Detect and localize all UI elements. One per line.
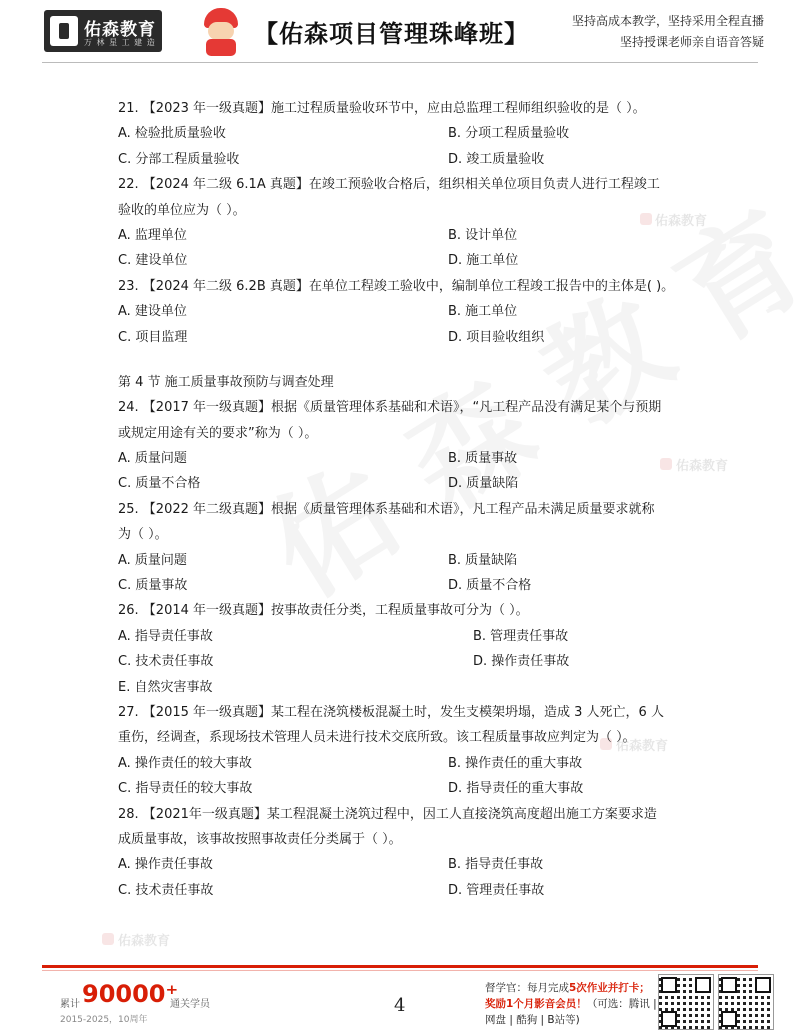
option-a: A. 质量问题 — [118, 552, 187, 568]
option-c: C. 质量事故 — [118, 578, 188, 594]
question-text-line-1: 24. 【2017 年一级真题】根据《质量管理体系基础和术语》，“凡工程产品没有满足某个与预期 — [118, 400, 662, 416]
watermark-small: 佑森教育 — [616, 739, 669, 754]
option-c: C. 建设单位 — [118, 253, 188, 269]
logo-mark-icon — [50, 16, 78, 46]
option-d: D. 施工单位 — [448, 253, 519, 269]
footer-note-highlight: 5次作业并打卡； — [569, 982, 650, 994]
qr-code-icon — [658, 974, 714, 1030]
students-prefix: 累计 — [60, 999, 80, 1010]
option-b: B. 质量事故 — [448, 451, 518, 467]
slogan-line-2: 坚持授课老师亲自语音答疑 — [619, 35, 764, 49]
header-divider — [42, 62, 758, 63]
question-25 — [118, 497, 688, 599]
students-suffix: 通关学员 — [170, 999, 210, 1010]
students-count: 90000⁺ — [82, 980, 179, 1008]
question-text: 21. 【2023 年一级真题】施工过程质量验收环节中，应由总监理工程师组织验收的是（ ）。 — [118, 101, 646, 116]
footer-note-text: （可选：腾讯 | — [586, 998, 657, 1010]
question-text: 26. 【2014 年一级真题】按事故责任分类，工程质量事故可分为（ ）。 — [118, 603, 529, 619]
question-text-line-1: 22. 【2024 年二级 6.1A 真题】在竣工预验收合格后，组织相关单位项目负责人进行工程竣工 — [118, 177, 660, 193]
question-text-line-2: 验收的单位应为（ ）。 — [118, 202, 246, 218]
option-d: D. 管理责任事故 — [448, 882, 545, 898]
option-d: D. 操作责任事故 — [473, 654, 570, 670]
footer-note-line-3: 网盘 | 酷狗 | B站等) — [485, 1014, 580, 1026]
option-d: D. 项目验收组织 — [448, 329, 545, 345]
option-d: D. 质量缺陷 — [448, 476, 519, 492]
watermark-mark-icon — [102, 933, 114, 945]
option-a: A. 检验批质量验收 — [118, 126, 226, 142]
header-title: 【佑森项目管理珠峰班】 — [254, 20, 529, 48]
question-28 — [118, 802, 688, 904]
question-text: 23. 【2024 年二级 6.2B 真题】在单位工程竣工验收中，编制单位工程竣工报告中的主体是( )。 — [118, 278, 675, 294]
watermark-small: 佑森教育 — [118, 934, 171, 949]
question-21 — [118, 96, 688, 172]
option-b: B. 分项工程质量验收 — [448, 126, 570, 142]
option-e: E. 自然灾害事故 — [118, 679, 213, 695]
footer-note-highlight: 奖励1个月影音会员！ — [485, 998, 587, 1010]
question-text-line-1: 28. 【2021年一级真题】某工程混凝土浇筑过程中，因工人直接浇筑高度超出施工方案要求造 — [118, 806, 657, 822]
option-c: C. 技术责任事故 — [118, 654, 214, 670]
question-text-line-2: 或规定用途有关的要求”称为（ ）。 — [118, 425, 318, 441]
question-23 — [118, 274, 688, 350]
question-list — [118, 96, 688, 903]
footer-note-line-2 — [485, 996, 657, 1011]
watermark-small: 佑森教育 — [676, 459, 729, 474]
logo-subtext: 万 林 星 工 建 造 — [84, 38, 156, 47]
question-text-line-2: 重伤，经调查，系现场技术管理人员未进行技术交底所致。该工程质量事故应判定为（ ）。 — [118, 730, 636, 746]
logo-text: 佑森教育 — [84, 20, 156, 40]
footer-note-text: 督学官：每月完成 — [485, 982, 569, 994]
option-a: A. 质量问题 — [118, 451, 187, 467]
footer-divider — [42, 965, 758, 968]
option-c: C. 质量不合格 — [118, 476, 201, 492]
option-b: B. 施工单位 — [448, 304, 518, 320]
footer-divider-thin — [42, 970, 758, 971]
option-c: C. 技术责任事故 — [118, 882, 214, 898]
option-d: D. 指导责任的重大事故 — [448, 781, 584, 797]
option-c: C. 分部工程质量验收 — [118, 151, 240, 167]
option-d: D. 质量不合格 — [448, 578, 532, 594]
section-title: 第 4 节 施工质量事故预防与调查处理 — [118, 374, 334, 390]
question-text-line-2: 成质量事故，该事故按照事故责任分类属于（ ）。 — [118, 831, 402, 847]
option-b: B. 设计单位 — [448, 227, 518, 243]
option-a: A. 监理单位 — [118, 227, 187, 243]
brand-logo — [44, 10, 162, 52]
option-b: B. 质量缺陷 — [448, 552, 518, 568]
qr-code-icon — [718, 974, 774, 1030]
option-b: B. 操作责任的重大事故 — [448, 755, 583, 771]
question-26 — [118, 598, 688, 700]
question-27 — [118, 700, 688, 802]
question-24 — [118, 395, 688, 497]
question-text-line-1: 25. 【2022 年二级真题】根据《质量管理体系基础和术语》，凡工程产品未满足质量要求就称 — [118, 501, 655, 517]
page-header — [0, 0, 800, 62]
option-a: A. 建设单位 — [118, 304, 187, 320]
option-a: A. 操作责任的较大事故 — [118, 755, 252, 771]
years-text: 2015-2025，10周年 — [60, 1015, 148, 1025]
option-a: A. 操作责任事故 — [118, 857, 213, 873]
slogan-line-1: 坚持高成本教学，坚持采用全程直播 — [571, 14, 764, 28]
question-22 — [118, 172, 688, 274]
option-d: D. 竣工质量验收 — [448, 151, 545, 167]
page-number: 4 — [394, 995, 406, 1016]
question-text-line-2: 为（ ）。 — [118, 527, 168, 543]
option-c: C. 项目监理 — [118, 329, 188, 345]
option-a: A. 指导责任事故 — [118, 628, 213, 644]
option-c: C. 指导责任的较大事故 — [118, 781, 253, 797]
watermark-small: 佑森教育 — [655, 214, 708, 229]
option-b: B. 指导责任事故 — [448, 857, 544, 873]
question-text-line-1: 27. 【2015 年一级真题】某工程在浇筑楼板混凝土时，发生支模架坍塌，造成 3 人死亡，6 人 — [118, 704, 664, 720]
footer-note-line-1 — [485, 980, 650, 995]
option-b: B. 管理责任事故 — [473, 628, 569, 644]
mascot-icon — [198, 6, 244, 56]
